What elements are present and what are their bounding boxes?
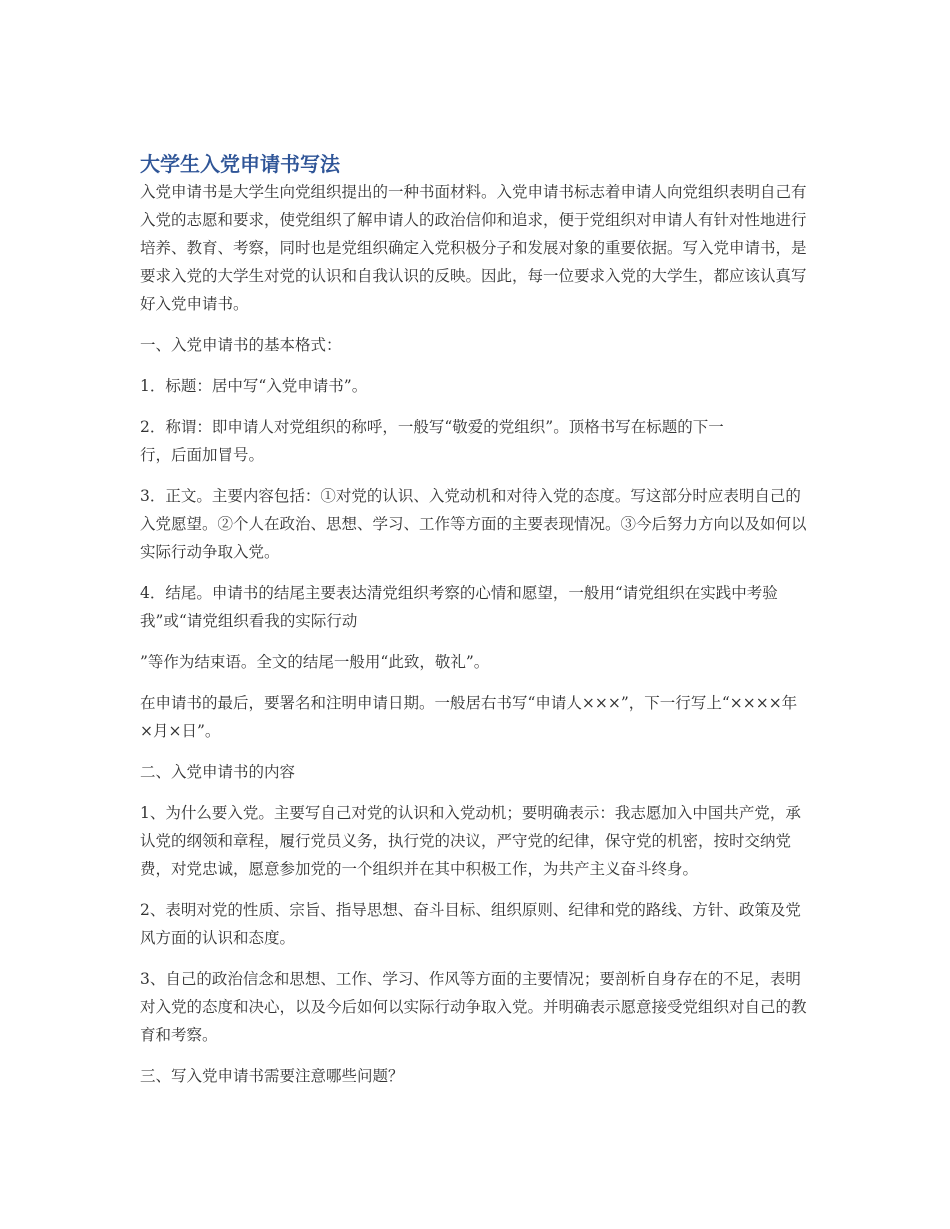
intro-paragraph: 入党申请书是大学生向党组织提出的一种书面材料。入党申请书标志着申请人向党组织表明自己有入党的志愿和要求，使党组织了解申请人的政治信仰和追求，便于党组织对申请人有针对性地进行培养、教育、考察，同时也是党组织确定入党积极分子和发展对象的重要依据。写入党申请书，是要求入党的大学生对党的认识和自我认识的反映。因此，每一位要求入党的大学生，都应该认真写好入党申请书。 <box>140 183 807 313</box>
section-heading-format: 一、入党申请书的基本格式： <box>140 336 342 354</box>
content-item-understanding: 2、表明对党的性质、宗旨、指导思想、奋斗目标、组织原则、纪律和党的路线、方针、政策及党风方面的认识和态度。 <box>140 901 801 947</box>
content-item-personal: 3、自己的政治信念和思想、工作、学习、作风等方面的主要情况；要剖析自身存在的不足，表明对入党的态度和决心，以及今后如何以实际行动争取入党。并明确表示愿意接受党组织对自己的教育和考察。 <box>140 970 807 1044</box>
section-heading-content: 二、入党申请书的内容 <box>140 763 296 781</box>
format-item-salutation: 2．称谓：即申请人对党组织的称呼，一般写“敬爱的党组织”。顶格书写在标题的下一 行，后面加冒号。 <box>140 418 724 464</box>
document-title: 大学生入党申请书写法 <box>140 152 340 176</box>
format-item-ending-continued: ”等作为结束语。全文的结尾一般用“此致，敬礼”。 <box>140 653 490 671</box>
section-heading-notes: 三、写入党申请书需要注意哪些问题？ <box>140 1067 404 1085</box>
document-page <box>140 150 810 1103</box>
format-item-title: 1．标题：居中写“入党申请书”。 <box>140 377 368 395</box>
format-item-ending: 4．结尾。申请书的结尾主要表达清党组织考察的心情和愿望，一般用“请党组织在实践中考验我”或“请党组织看我的实际行动 <box>140 584 778 630</box>
format-item-signature: 在申请书的最后，要署名和注明申请日期。一般居右书写“申请人×××”，下一行写上“××××年×月×日”。 <box>140 694 798 740</box>
format-item-body: 3．正文。主要内容包括：①对党的认识、入党动机和对待入党的态度。写这部分时应表明自己的入党愿望。②个人在政治、思想、学习、工作等方面的主要表现情况。③今后努力方向以及如何以实际行动争取入党。 <box>140 487 807 561</box>
content-item-why: 1、为什么要入党。主要写自己对党的认识和入党动机；要明确表示：我志愿加入中国共产党，承认党的纲领和章程，履行党员义务，执行党的决议，严守党的纪律，保守党的机密，按时交纳党费，对党忠诚，愿意参加党的一个组织并在其中积极工作，为共产主义奋斗终身。 <box>140 804 801 878</box>
